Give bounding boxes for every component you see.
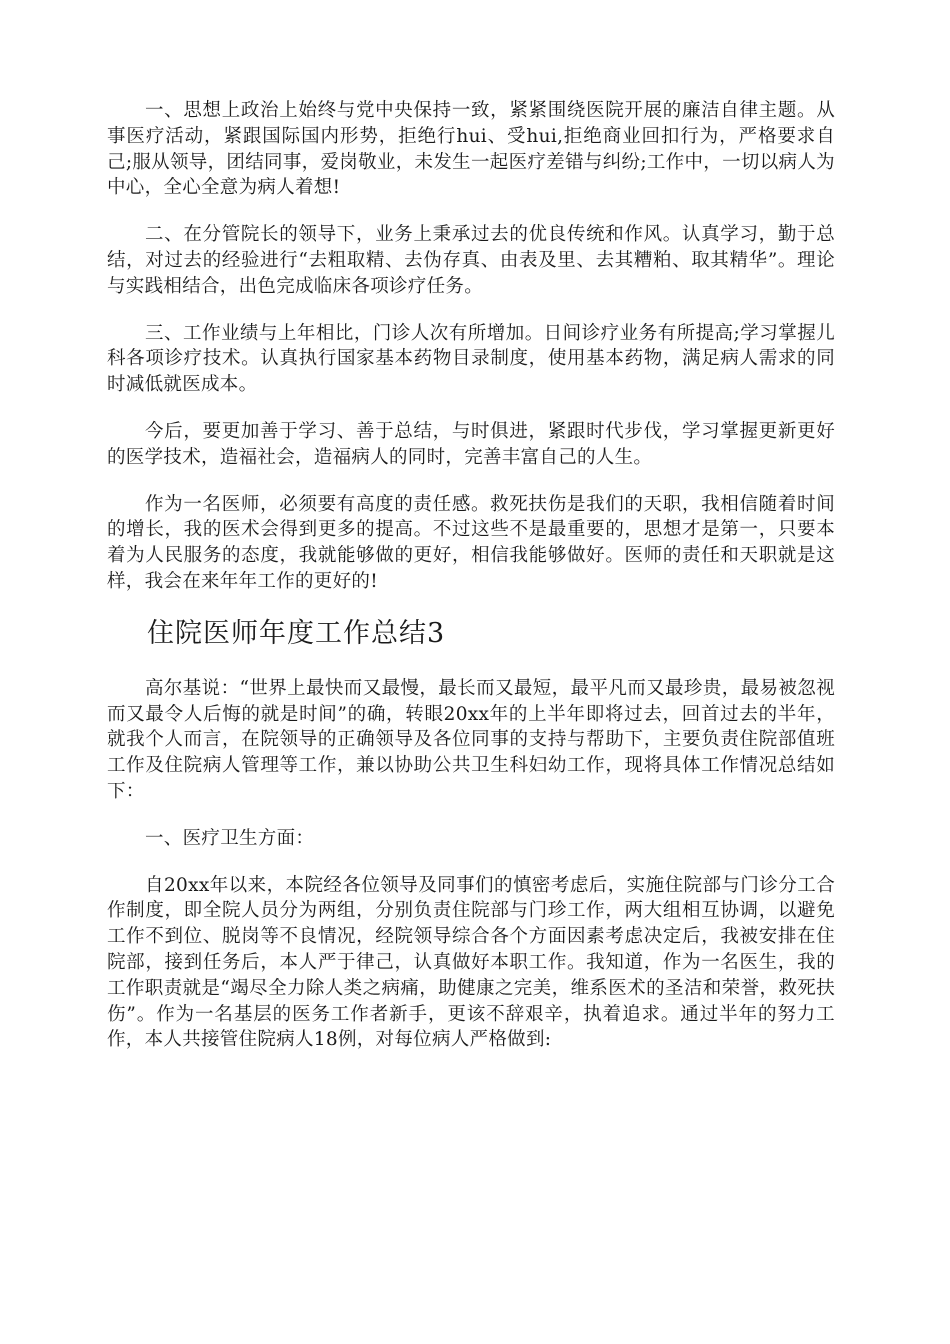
- paragraph-performance: 三、工作业绩与上年相比，门诊人次有所增加。日间诊疗业务有所提高;学习掌握儿科各项诊疗技术。认真执行国家基本药物目录制度，使用基本药物，满足病人需求的同时减低就医成本。: [107, 322, 835, 396]
- section-heading: 住院医师年度工作总结3: [147, 617, 446, 649]
- paragraph-inpatient-work: 自20xx年以来，本院经各位领导及同事们的慎密考虑后，实施住院部与门诊分工合作制度，即全院人员分为两组，分别负责住院部与门珍工作，两大组相互协调，以避免工作不到位、脱岗等不良情况，经院领导综合各个方面因素考虑决定后，我被安排在住院部，接到任务后，本人严于律己，认真做好本职工作。我知道，作为一名医生，我的工作职责就是“竭尽全力除人类之病痛，助健康之完美，维系医术的圣洁和荣誉，救死扶伤”。作为一名基层的医务工作者新手，更该不辞艰辛，执着追求。通过半年的努力工作，本人共接管住院病人18例，对每位病人严格做到:: [107, 874, 835, 1051]
- paragraph-intro-gorky: 高尔基说：“世界上最快而又最慢，最长而又最短，最平凡而又最珍贵，最易被忽视而又最令人后悔的就是时间”的确，转眼20xx年的上半年即将过去，回首过去的半年，就我个人而言，在院领导的正确领导及各位同事的支持与帮助下，主要负责住院部值班工作及住院病人管理等工作，兼以协助公共卫生科妇幼工作，现将具体工作情况总结如下：: [107, 677, 835, 802]
- paragraph-subheading-medical: 一、医疗卫生方面：: [145, 827, 315, 849]
- paragraph-responsibility: 作为一名医师，必须要有高度的责任感。救死扶伤是我们的天职，我相信随着时间的增长，我的医术会得到更多的提高。不过这些不是最重要的，思想才是第一，只要本着为人民服务的态度，我就能够做的更好，相信我能够做好。医师的责任和天职就是这样，我会在来年年工作的更好的!: [107, 493, 835, 592]
- document-page: [107, 98, 835, 1074]
- paragraph-political-stance: 一、思想上政治上始终与党中央保持一致，紧紧围绕医院开展的廉洁自律主题。从事医疗活动，紧跟国际国内形势，拒绝行hui、受hui,拒绝商业回扣行为，严格要求自己;服从领导，团结同事，爱岗敬业，未发生一起医疗差错与纠纷;工作中，一切以病人为中心，全心全意为病人着想!: [107, 100, 835, 199]
- paragraph-future-plan: 今后，要更加善于学习、善于总结，与时俱进，紧跟时代步伐，学习掌握更新更好的医学技术，造福社会，造福病人的同时，完善丰富自己的人生。: [107, 420, 835, 468]
- paragraph-professional-work: 二、在分管院长的领导下，业务上秉承过去的优良传统和作风。认真学习，勤于总结，对过去的经验进行“去粗取精、去伪存真、由表及里、去其糟粕、取其精华”。理论与实践相结合，出色完成临床各项诊疗任务。: [107, 224, 835, 297]
